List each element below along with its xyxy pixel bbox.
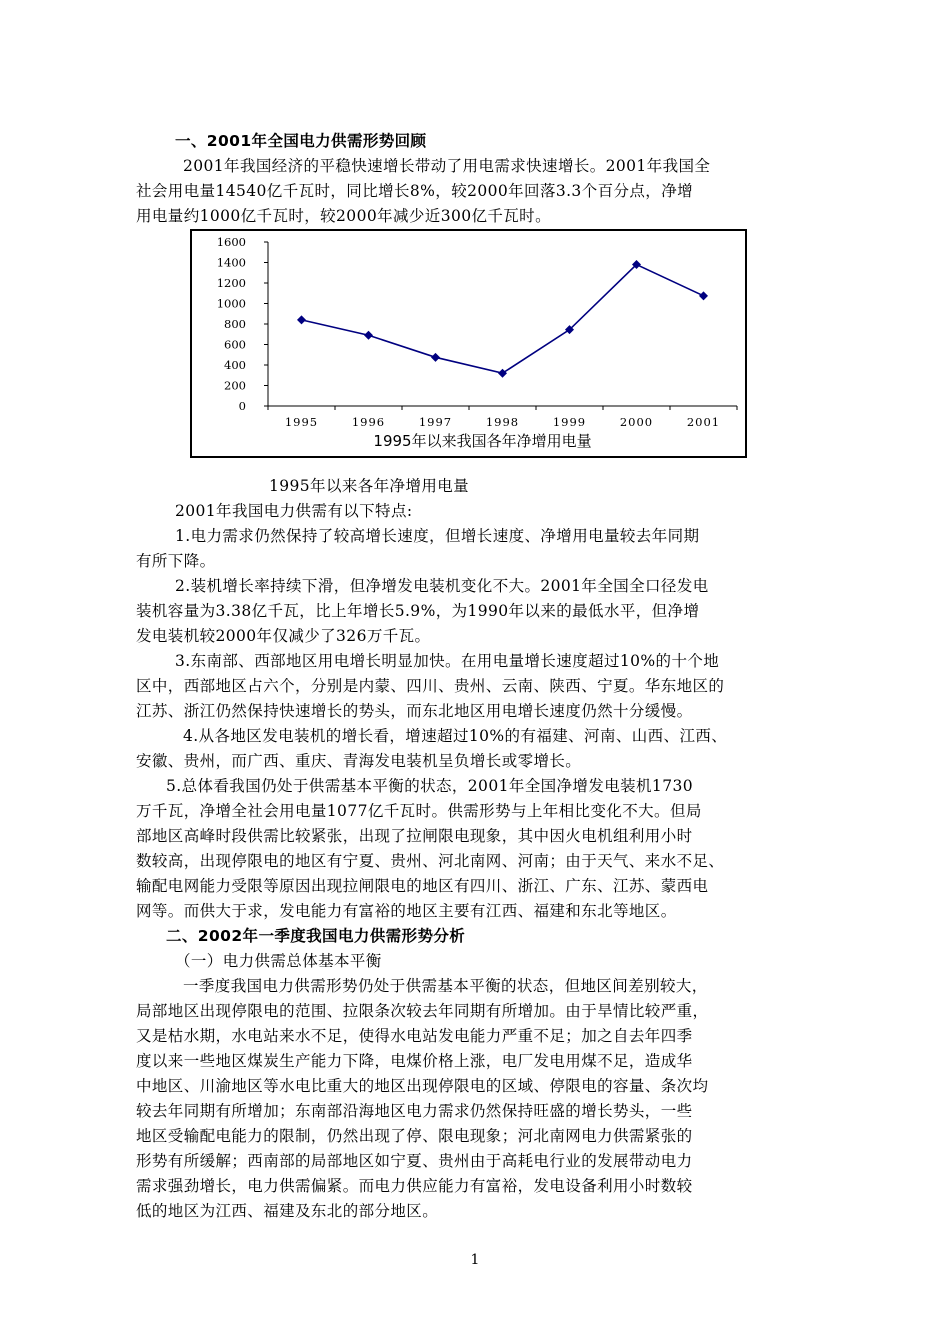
paragraph-line: 用电量约1000亿千瓦时，较2000年减少近300亿千瓦时。 (136, 207, 551, 225)
y-tick-label: 800 (224, 317, 246, 331)
paragraph-line: 低的地区为江西、福建及东北的部分地区。 (136, 1202, 439, 1220)
paragraph-line: 又是枯水期，水电站来水不足，使得水电站发电能力严重不足；加之自去年四季 (136, 1027, 693, 1045)
y-tick-label: 1600 (216, 235, 246, 249)
y-tick-label: 400 (224, 358, 246, 372)
y-tick-label: 0 (238, 399, 246, 413)
paragraph-line: 安徽、贵州，而广西、重庆、青海发电装机呈负增长或零增长。 (136, 752, 582, 770)
x-tick-label: 2001 (686, 415, 721, 429)
paragraph-line: 1.电力需求仍然保持了较高增长速度，但增长速度、净增用电量较去年同期 (175, 527, 700, 545)
x-tick-label: 1999 (552, 415, 587, 429)
features-lead: 2001年我国电力供需有以下特点: (175, 502, 413, 520)
chart-title: 1995年以来我国各年净增用电量 (373, 432, 592, 450)
x-tick-label: 1996 (351, 415, 386, 429)
page-number: 1 (470, 1252, 480, 1268)
paragraph-line: 江苏、浙江仍然保持快速增长的势头，而东北地区用电增长速度仍然十分缓慢。 (136, 702, 693, 720)
data-point (297, 315, 306, 324)
paragraph-line: 部地区高峰时段供需比较紧张，出现了拉闸限电现象，其中因火电机组利用小时 (136, 827, 693, 845)
paragraph-line: 中地区、川渝地区等水电比重大的地区出现停限电的区域、停限电的容量、条次均 (136, 1077, 709, 1095)
paragraph-line: 一季度我国电力供需形势仍处于供需基本平衡的状态，但地区间差别较大， (183, 977, 708, 995)
paragraph-line: 万千瓦，净增全社会用电量1077亿千瓦时。供需形势与上年相比变化不大。但局 (136, 802, 702, 820)
figure-caption: 1995年以来各年净增用电量 (269, 477, 470, 495)
data-point (498, 369, 507, 378)
paragraph-line: 输配电网能力受限等原因出现拉闸限电的地区有四川、浙江、广东、江苏、蒙西电 (136, 877, 709, 895)
paragraph-line: 有所下降。 (136, 552, 216, 570)
y-tick-label: 1000 (216, 296, 246, 311)
paragraph-line: 2001年我国经济的平稳快速增长带动了用电需求快速增长。2001年我国全 (183, 157, 711, 175)
paragraph-line: 地区受输配电能力的限制，仍然出现了停、限电现象；河北南网电力供需紧张的 (136, 1127, 693, 1145)
paragraph-line: 形势有所缓解；西南部的局部地区如宁夏、贵州由于高耗电行业的发展带动电力 (136, 1152, 693, 1170)
paragraph-line: 社会用电量14540亿千瓦时，同比增长8%，较2000年回落3.3个百分点，净增 (136, 182, 693, 200)
data-point (699, 291, 708, 300)
paragraph-line: 度以来一些地区煤炭生产能力下降，电煤价格上涨，电厂发电用煤不足，造成华 (136, 1052, 693, 1070)
paragraph-line: 发电装机较2000年仅减少了326万千瓦。 (136, 627, 431, 645)
data-point (431, 353, 440, 362)
paragraph-line: 数较高，出现停限电的地区有宁夏、贵州、河北南网、河南；由于天气、来水不足、 (136, 852, 725, 870)
section2-heading: 二、2002年一季度我国电力供需形势分析 (166, 927, 466, 945)
section1-heading: 一、2001年全国电力供需形势回顾 (175, 132, 427, 150)
paragraph-line: 3.东南部、西部地区用电增长明显加快。在用电量增长速度超过10%的十个地 (175, 652, 720, 670)
y-tick-label: 200 (224, 378, 246, 393)
x-tick-label: 2000 (619, 415, 654, 429)
y-tick-label: 1200 (216, 276, 246, 290)
section2-subheading: （一）电力供需总体基本平衡 (175, 952, 382, 970)
y-tick-label: 600 (224, 337, 246, 352)
x-tick-label: 1995 (284, 415, 319, 429)
paragraph-line: 区中，西部地区占六个，分别是内蒙、四川、贵州、云南、陕西、宁夏。华东地区的 (136, 677, 725, 695)
data-point (364, 331, 373, 340)
paragraph-line: 网等。而供大于求，发电能力有富裕的地区主要有江西、福建和东北等地区。 (136, 902, 677, 920)
x-tick-label: 1997 (418, 415, 453, 429)
paragraph-line: 局部地区出现停限电的范围、拉限条次较去年同期有所增加。由于旱情比较严重， (136, 1002, 709, 1020)
chart-canvas (192, 231, 745, 456)
series-line (302, 265, 704, 374)
paragraph-line: 4.从各地区发电装机的增长看，增速超过10%的有福建、河南、山西、江西、 (183, 727, 728, 745)
paragraph-line: 装机容量为3.38亿千瓦，比上年增长5.9%，为1990年以来的最低水平，但净增 (136, 602, 700, 620)
paragraph-line: 需求强劲增长，电力供需偏紧。而电力供应能力有富裕，发电设备利用小时数较 (136, 1177, 693, 1195)
x-tick-label: 1998 (485, 415, 520, 429)
y-tick-label: 1400 (216, 255, 246, 270)
paragraph-line: 较去年同期有所增加；东南部沿海地区电力需求仍然保持旺盛的增长势头，一些 (136, 1102, 693, 1120)
paragraph-line: 5.总体看我国仍处于供需基本平衡的状态，2001年全国净增发电装机1730 (166, 777, 693, 795)
line-chart (190, 229, 747, 458)
paragraph-line: 2.装机增长率持续下滑，但净增发电装机变化不大。2001年全国全口径发电 (175, 577, 709, 595)
